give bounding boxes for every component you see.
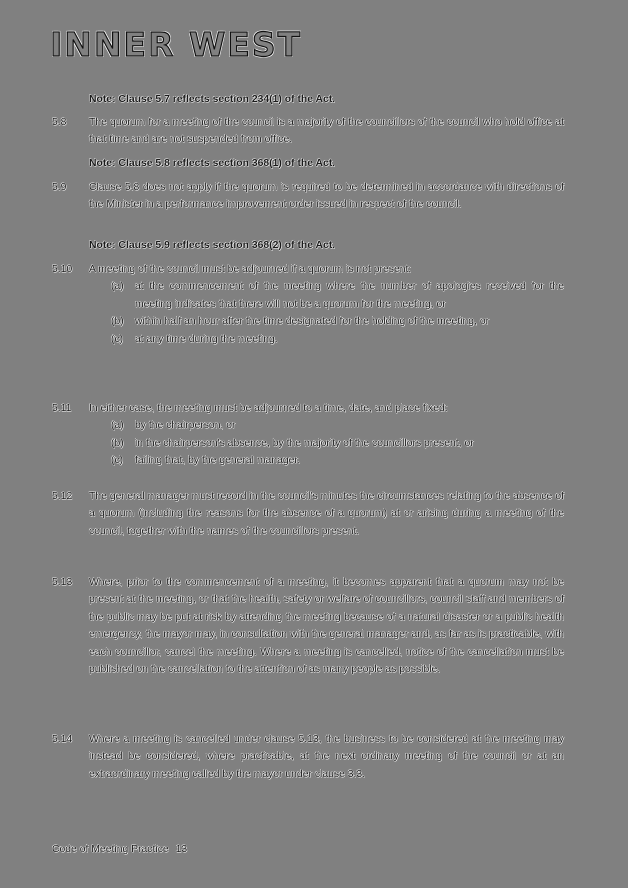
sub-item-b [89, 435, 564, 452]
clause-text: The general manager must record in the council's minutes the circumstances relating to the absence of a quorum (including the reasons for the absence of a quorum) at or arising during a meeting of the council, together with the names of the councillors present. [89, 491, 564, 537]
note-clause-5-9: Note: Clause 5.9 reflects section 368(2) of the Act. [89, 240, 336, 251]
clause-number: 5.11 [52, 403, 72, 414]
clause-text [89, 261, 564, 348]
note-clause-5-7: Note: Clause 5.7 reflects section 234(1) of the Act. [89, 94, 336, 105]
sub-item-text: by the chairperson, or [135, 420, 236, 432]
clause-number: 5.12 [52, 491, 73, 502]
sub-item-label: (a) [111, 281, 124, 293]
clause-5-8 [52, 114, 564, 149]
clause-number: 5.13 [52, 577, 73, 588]
clause-intro: A meeting of the council must be adjourned if a quorum is not present: [89, 264, 412, 275]
sub-item-label: (b) [111, 437, 124, 449]
clause-text: Where a meeting is cancelled under clause 5.13, the business to be considered at the meeting may instead be considered, where practicable, at the next ordinary meeting of the council or at an extraordinary meeting called by the mayor under clause 3.3. [89, 734, 564, 780]
sub-item-text: failing that, by the general manager. [135, 455, 301, 467]
sub-item-label: (c) [111, 455, 124, 467]
sub-item-c [89, 452, 564, 469]
sub-item-text: at any time during the meeting. [135, 333, 278, 345]
sub-item-a [89, 278, 564, 313]
clause-5-11 [52, 400, 564, 470]
clause-number: 5.9 [52, 182, 67, 193]
sub-item-b [89, 313, 564, 330]
clause-text: Where, prior to the commencement of a meeting, it becomes apparent that a quorum may not be present at the meeting, or that the health, safety or welfare of councillors, council staff and members of the public may be put at risk by attending the meeting because of a natural disaster or a public health emergency, the mayor may, in consultation with the general manager and, as far as is practicable, with each councillor, cancel the meeting. Where a meeting is cancelled, notice of the cancellation must be published on the cancellation to the attention of as many people as possible. [89, 577, 564, 676]
clause-text: Clause 5.8 does not apply if the quorum is required to be determined in accordance with directions of the Minister in a performance improvement order issued in respect of the council. [89, 182, 564, 211]
clause-5-14 [52, 731, 564, 783]
clause-number: 5.8 [52, 117, 67, 128]
clause-number: 5.10 [52, 264, 73, 275]
clause-5-12 [52, 488, 564, 540]
sub-item-label: (c) [111, 333, 124, 345]
sub-item-text: within half an hour after the time designated for the holding of the meeting, or [135, 316, 490, 328]
clause-5-10 [52, 261, 564, 348]
sub-item-text: in the chairperson's absence, by the majority of the councillors present, or [135, 437, 474, 449]
sub-item-text: at the commencement of the meeting where the number of apologies received for the meeting indicates that there will not be a quorum for the meeting, or [135, 281, 564, 310]
clause-text [89, 400, 564, 470]
inner-west-logo [50, 25, 303, 64]
clause-number: 5.14 [52, 734, 73, 745]
clause-intro: In either case, the meeting must be adjourned to a time, date, and place fixed: [89, 403, 448, 414]
logo-text: INNER WEST [50, 25, 303, 64]
clause-text: The quorum for a meeting of the council is a majority of the councillors of the council who hold office at that time and are not suspended from office. [89, 117, 564, 146]
sub-item-label: (a) [111, 420, 124, 432]
footer-title: Code of Meeting Practice [52, 844, 169, 855]
clause-5-13 [52, 574, 564, 678]
sub-item-a [89, 417, 564, 434]
sub-item-c [89, 331, 564, 348]
sub-item-label: (b) [111, 316, 124, 328]
note-clause-5-8: Note: Clause 5.8 reflects section 368(1) of the Act. [89, 158, 336, 169]
page-number: 13 [175, 844, 188, 855]
page-footer [52, 842, 187, 858]
clause-5-9 [52, 179, 564, 214]
